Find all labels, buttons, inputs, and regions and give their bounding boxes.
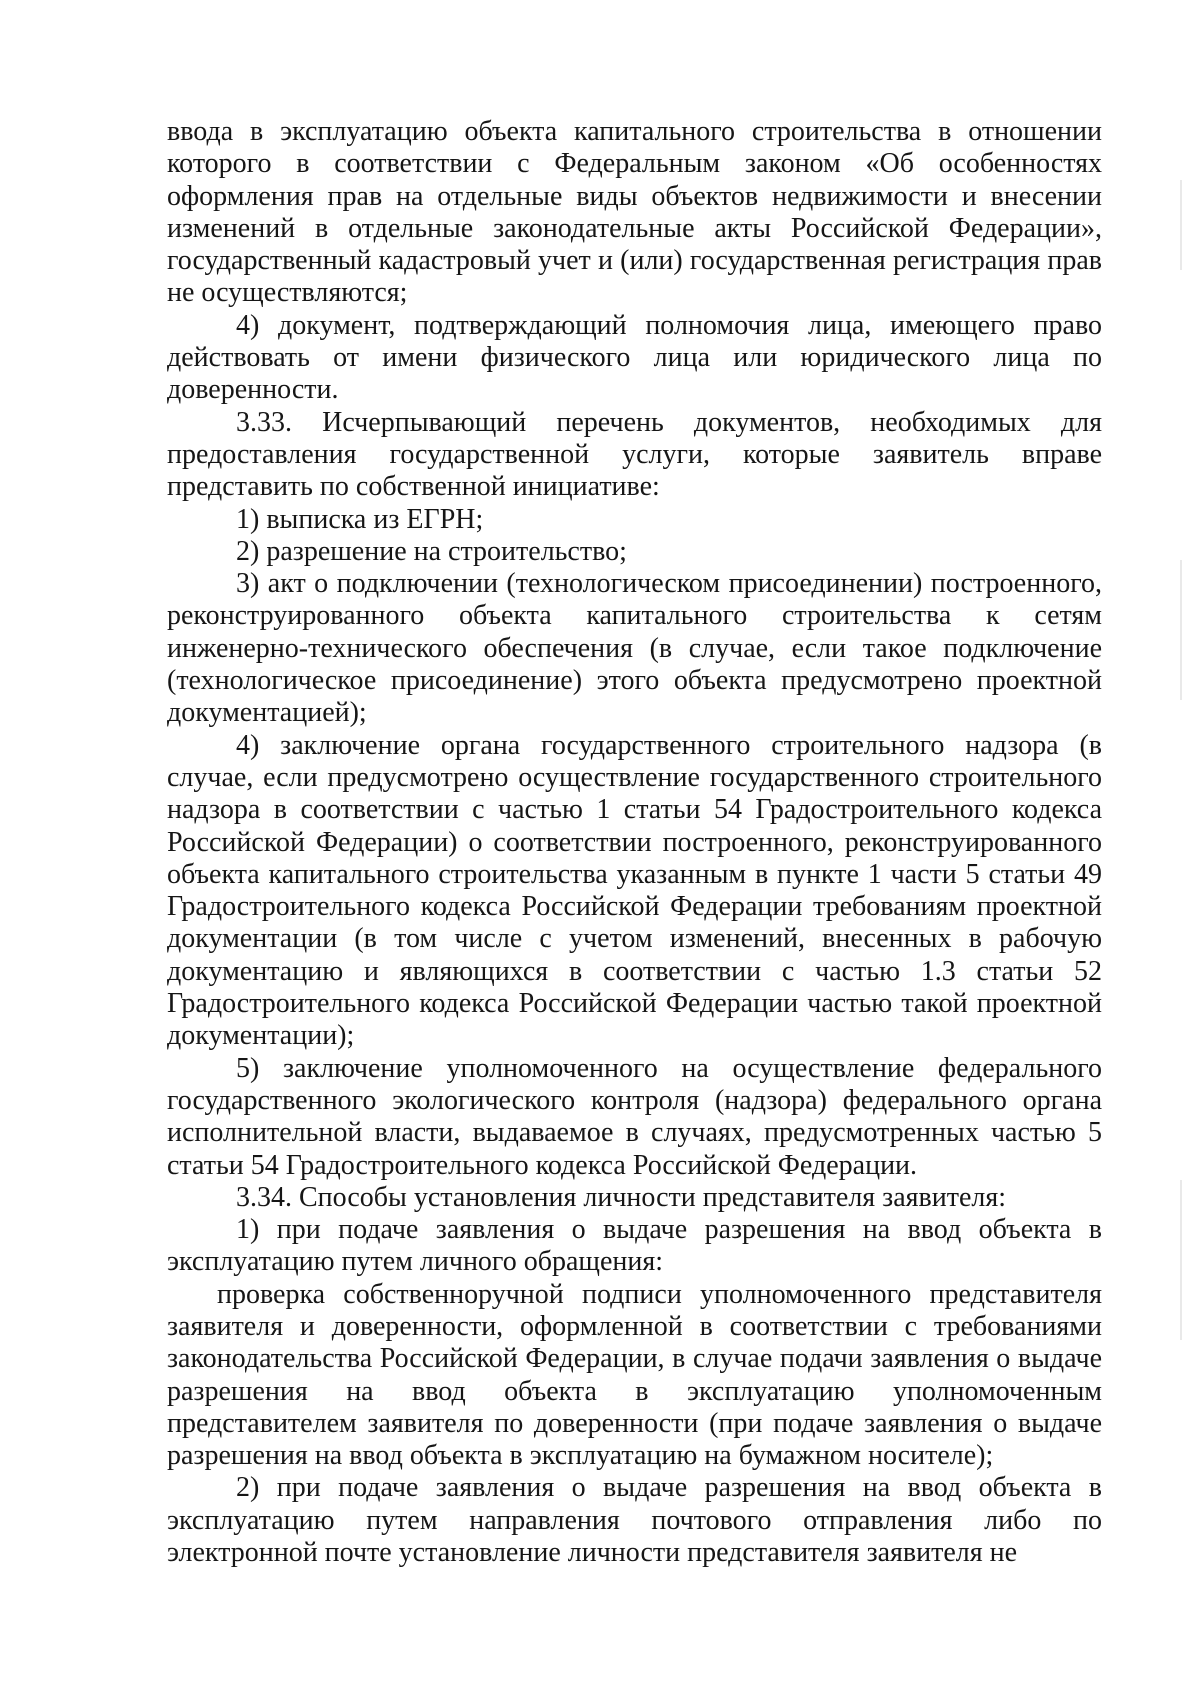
paragraph-item-1-egrn: 1) выписка из ЕГРН; — [236, 503, 484, 535]
paragraph-section-3-33: 3.33. Исчерпывающий перечень документов, необходимых для предоставления государственной услуги, которые заявитель вправе представить по собственной инициативе: — [167, 406, 1102, 503]
paragraph-item-1-personal-appeal: 1) при подаче заявления о выдаче разрешения на ввод объекта в эксплуатацию путем личного обращения: — [167, 1214, 1102, 1278]
paragraph-item-4-supervision-conclusion: 4) заключение органа государственного строительного надзора (в случае, если предусмотрено осуществление государственного строительного надзора в соответствии с частью 1 статьи 54 Градостроительного кодекса Российской Федерации) о соответствии построенного, реконструированного объекта капитального строительства указанным в пункте 1 части 5 статьи 49 Градостроительного кодекса Российской Федерации требованиям проектной документации (в том числе с учетом изменений, внесенных в рабочую документацию и являющихся в соответствии с частью 1.3 статьи 52 Градостроительного кодекса Российской Федерации частью такой проектной документации); — [167, 729, 1102, 1052]
paragraph-item-3-connection-act: 3) акт о подключении (технологическом присоединении) построенного, реконструированного объекта капитального строительства к сетям инженерно-технического обеспечения (в случае, если такое подключение (технологическое присоединение) этого объекта предусмотрено проектной документацией); — [167, 568, 1102, 729]
paragraph-item-2-postal: 2) при подаче заявления о выдаче разрешения на ввод объекта в эксплуатацию путем направления почтового отправления либо по электронной почте установление личности представителя заявителя не — [167, 1472, 1102, 1569]
scan-artifact — [1180, 1180, 1182, 1340]
paragraph-item-5-ecological-conclusion: 5) заключение уполномоченного на осуществление федерального государственного экологического контроля (надзора) федерального органа исполнительной власти, выдаваемое в случаях, предусмотренных частью 5 статьи 54 Градостроительного кодекса Российской Федерации. — [167, 1052, 1102, 1181]
paragraph-section-3-34: 3.34. Способы установления личности представителя заявителя: — [236, 1181, 1007, 1213]
paragraph-signature-check: проверка собственноручной подписи уполномоченного представителя заявителя и доверенности, оформленной в соответствии с требованиями законодательства Российской Федерации, в случае подачи заявления о выдаче разрешения на ввод объекта в эксплуатацию уполномоченным представителем заявителя по доверенности (при подаче заявления о выдаче разрешения на ввод объекта в эксплуатацию на бумажном носителе); — [167, 1278, 1102, 1472]
paragraph-item-2-permit: 2) разрешение на строительство; — [236, 535, 627, 567]
document-body — [167, 116, 1102, 1569]
paragraph-continuation: ввода в эксплуатацию объекта капитального строительства в отношении которого в соответствии с Федеральным законом «Об особенностях оформления прав на отдельные виды объектов недвижимости и внесении изменений в отдельные законодательные акты Российской Федерации», государственный кадастровый учет и (или) государственная регистрация прав не осуществляются; — [167, 116, 1102, 309]
scan-artifact — [1180, 560, 1182, 700]
paragraph-item-4-power-of-attorney: 4) документ, подтверждающий полномочия лица, имеющего право действовать от имени физического лица или юридического лица по доверенности. — [167, 309, 1102, 406]
scan-artifact — [1180, 180, 1182, 270]
